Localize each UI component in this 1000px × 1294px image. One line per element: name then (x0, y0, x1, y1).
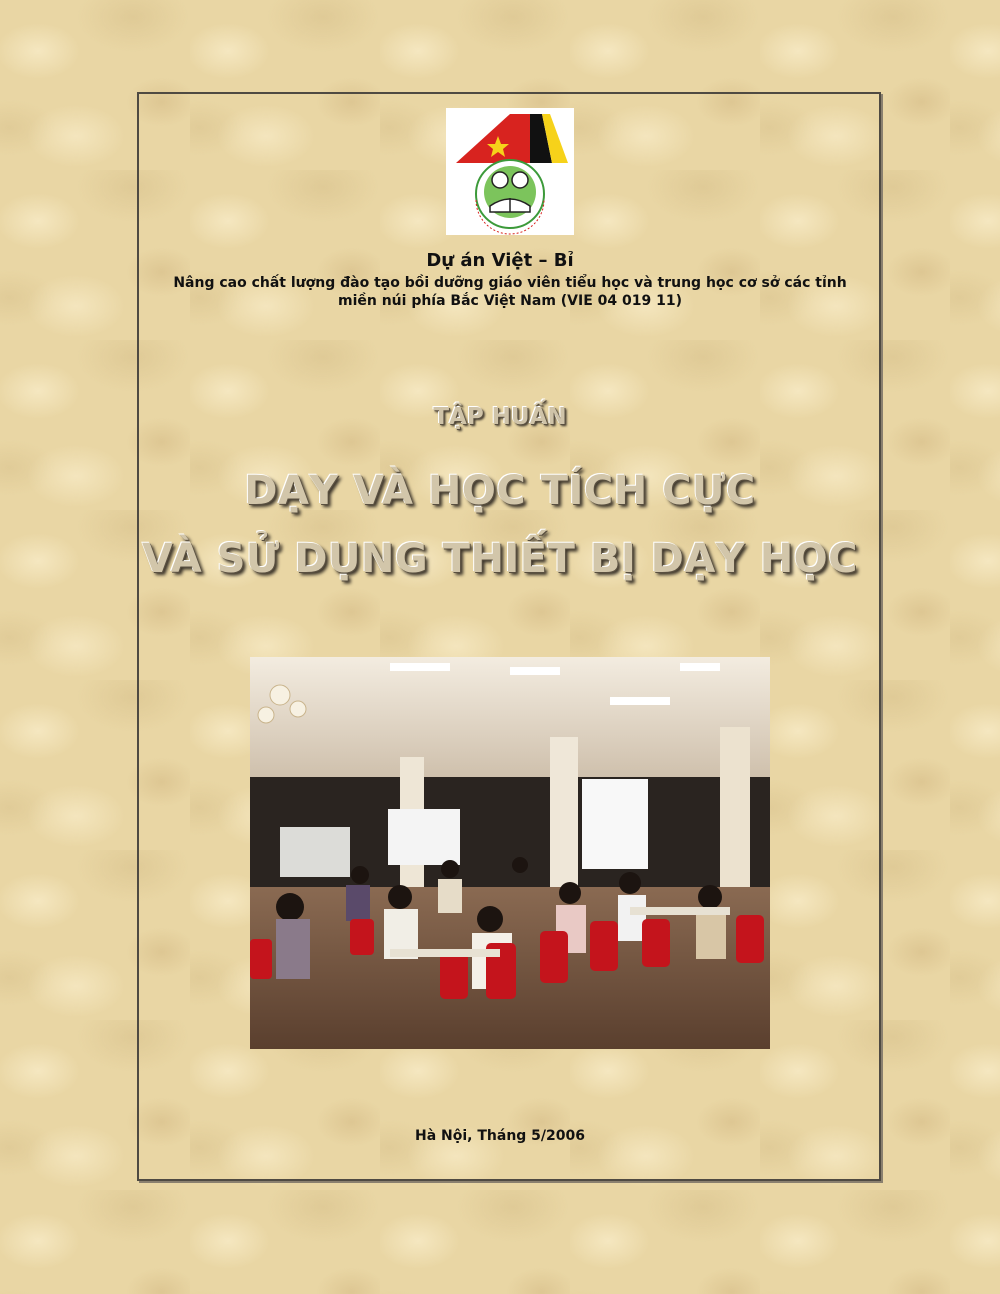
project-logo (446, 108, 574, 235)
cover-kicker: TẬP HUẤN (433, 404, 567, 430)
project-desc-line-1: Nâng cao chất lượng đào tạo bồi dưỡng giáo viên tiểu học và trung học cơ sở các tỉnh (173, 275, 847, 291)
project-title: Dự án Việt – Bỉ (426, 250, 574, 271)
project-description (150, 274, 870, 310)
headline-line-1: DẠY VÀ HỌC TÍCH CỰC (244, 468, 756, 514)
place-and-date: Hà Nội, Tháng 5/2006 (414, 1128, 585, 1144)
project-desc-line-2: miền núi phía Bắc Việt Nam (VIE 04 019 11) (337, 293, 683, 309)
photo-icon (250, 657, 770, 1049)
logo-icon (446, 108, 574, 235)
headline-line-2: VÀ SỬ DỤNG THIẾT BỊ DẠY HỌC (141, 536, 859, 582)
training-photo (250, 657, 770, 1049)
